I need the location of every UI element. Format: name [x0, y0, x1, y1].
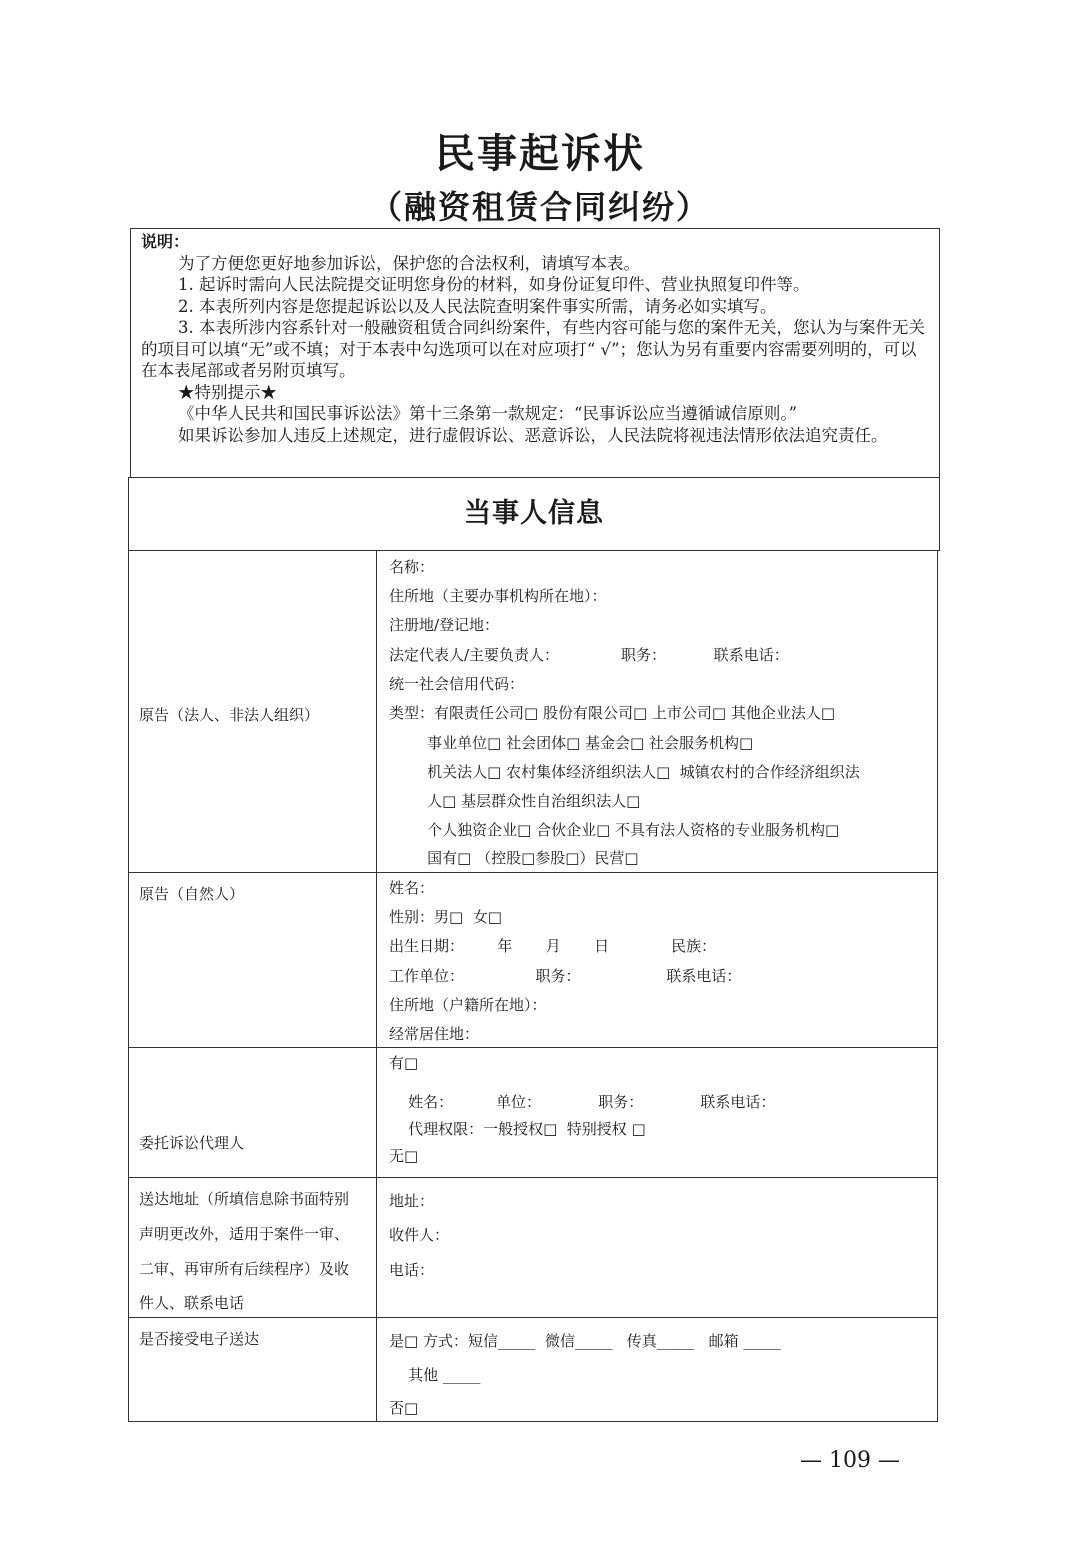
instructions-box: [130, 228, 940, 478]
field-phone[interactable]: 电话：: [389, 1261, 435, 1279]
service-address-label: 声明更改外，适用于案件一审、: [139, 1225, 350, 1243]
document-subtitle: （融资租赁合同纠纷）: [369, 188, 710, 226]
e-service-yes-options[interactable]: 是□ 方式：短信_____ 微信_____ 传真_____ 邮箱 _____: [389, 1332, 781, 1350]
field-type-options[interactable]: 人□ 基层群众性自治组织法人□: [389, 792, 641, 810]
field-employer[interactable]: 工作单位： 职务： 联系电话：: [389, 967, 742, 985]
field-person-name[interactable]: 姓名：: [389, 879, 435, 897]
field-address[interactable]: 地址：: [389, 1192, 435, 1210]
field-type-options[interactable]: 类型：有限责任公司□ 股份有限公司□ 上市公司□ 其他企业法人□: [389, 704, 835, 722]
instructions-paragraph: 2. 本表所列内容是您提起诉讼以及人民法院查明案件事实所需，请务必如实填写。: [178, 296, 777, 316]
row-label: [129, 873, 377, 1047]
instructions-heading: 说明：: [141, 232, 190, 251]
field-gender[interactable]: 性别：男□ 女□: [389, 908, 502, 926]
field-recipient[interactable]: 收件人：: [389, 1226, 450, 1244]
field-legal-rep[interactable]: 法定代表人/主要负责人： 职务： 联系电话：: [389, 646, 789, 664]
service-address-label: 二审、再审所有后续程序）及收: [139, 1260, 350, 1278]
service-address-label: 送达地址（所填信息除书面特别: [139, 1190, 350, 1208]
section-title: 当事人信息: [128, 477, 940, 551]
instructions-paragraph: 1. 起诉时需向人民法院提交证明您身份的材料，如身份证复印件、营业执照复印件等。: [178, 275, 810, 294]
service-address-fields: [377, 1178, 937, 1317]
instructions-paragraph: 如果诉讼参加人违反上述规定，进行虚假诉讼、恶意诉讼，人民法院将视违法情形依法追究责任。: [178, 425, 888, 445]
agent-yes-checkbox[interactable]: 有□: [389, 1054, 419, 1072]
plaintiff-person-label: 原告（自然人）: [139, 885, 245, 903]
row-label: [129, 1318, 377, 1421]
instructions-paragraph: 为了方便您更好地参加诉讼，保护您的合法权利，请填写本表。: [178, 253, 640, 273]
field-ownership-options[interactable]: 国有□ （控股□参股□）民营□: [389, 849, 639, 867]
field-name[interactable]: 名称：: [389, 558, 435, 576]
agent-row: [128, 1048, 938, 1178]
page-number: — 109 —: [800, 1448, 900, 1473]
service-address-row: [128, 1178, 938, 1318]
plaintiff-org-label: 原告（法人、非法人组织）: [139, 706, 320, 724]
plaintiff-org-fields: [377, 550, 937, 872]
agent-fields: [377, 1048, 937, 1177]
instructions-paragraph: 《中华人民共和国民事诉讼法》第十三条第一款规定：“民事诉讼应当遵循诚信原则。”: [178, 404, 798, 423]
plaintiff-person-row: [128, 873, 938, 1048]
field-household-address[interactable]: 住所地（户籍所在地）：: [389, 996, 547, 1014]
row-label: [129, 550, 377, 872]
agent-label: 委托诉讼代理人: [139, 1134, 245, 1152]
field-domicile[interactable]: 住所地（主要办事机构所在地）：: [389, 587, 607, 605]
row-label: [129, 1178, 377, 1317]
field-agent-info[interactable]: 姓名： 单位： 职务： 联系电话：: [389, 1093, 776, 1111]
field-type-options[interactable]: 事业单位□ 社会团体□ 基金会□ 社会服务机构□: [389, 734, 754, 752]
e-service-other[interactable]: 其他 _____: [389, 1366, 481, 1384]
field-agent-authority[interactable]: 代理权限：一般授权□ 特别授权 □: [389, 1120, 646, 1138]
plaintiff-person-fields: [377, 873, 937, 1047]
agent-no-checkbox[interactable]: 无□: [389, 1147, 419, 1165]
e-service-label: 是否接受电子送达: [139, 1330, 260, 1348]
service-address-label: 件人、联系电话: [139, 1294, 245, 1312]
plaintiff-org-row: [128, 550, 938, 873]
document-title: 民事起诉状: [435, 131, 645, 177]
e-service-fields: [377, 1318, 937, 1421]
field-birth-date[interactable]: 出生日期： 年 月 日 民族：: [389, 937, 717, 955]
instructions-paragraph: 3. 本表所涉内容系针对一般融资租赁合同纠纷案件，有些内容可能与您的案件无关，您认为与案件无关的项目可以填“无”或不填；对于本表中勾选项可以在对应项打“ √”；您认为另有重要内容需要列明的，可以在本表尾部或者另附页填写。: [141, 318, 925, 380]
field-type-options[interactable]: 机关法人□ 农村集体经济组织法人□ 城镇农村的合作经济组织法: [389, 763, 860, 781]
field-credit-code[interactable]: 统一社会信用代码：: [389, 675, 525, 693]
special-notice-heading: ★特别提示★: [178, 382, 277, 402]
e-service-no-checkbox[interactable]: 否□: [389, 1399, 419, 1417]
field-type-options[interactable]: 个人独资企业□ 合伙企业□ 不具有法人资格的专业服务机构□: [389, 821, 840, 839]
field-registration[interactable]: 注册地/登记地：: [389, 616, 500, 634]
e-service-row: [128, 1318, 938, 1422]
row-label: [129, 1048, 377, 1177]
field-residence[interactable]: 经常居住地：: [389, 1025, 480, 1043]
